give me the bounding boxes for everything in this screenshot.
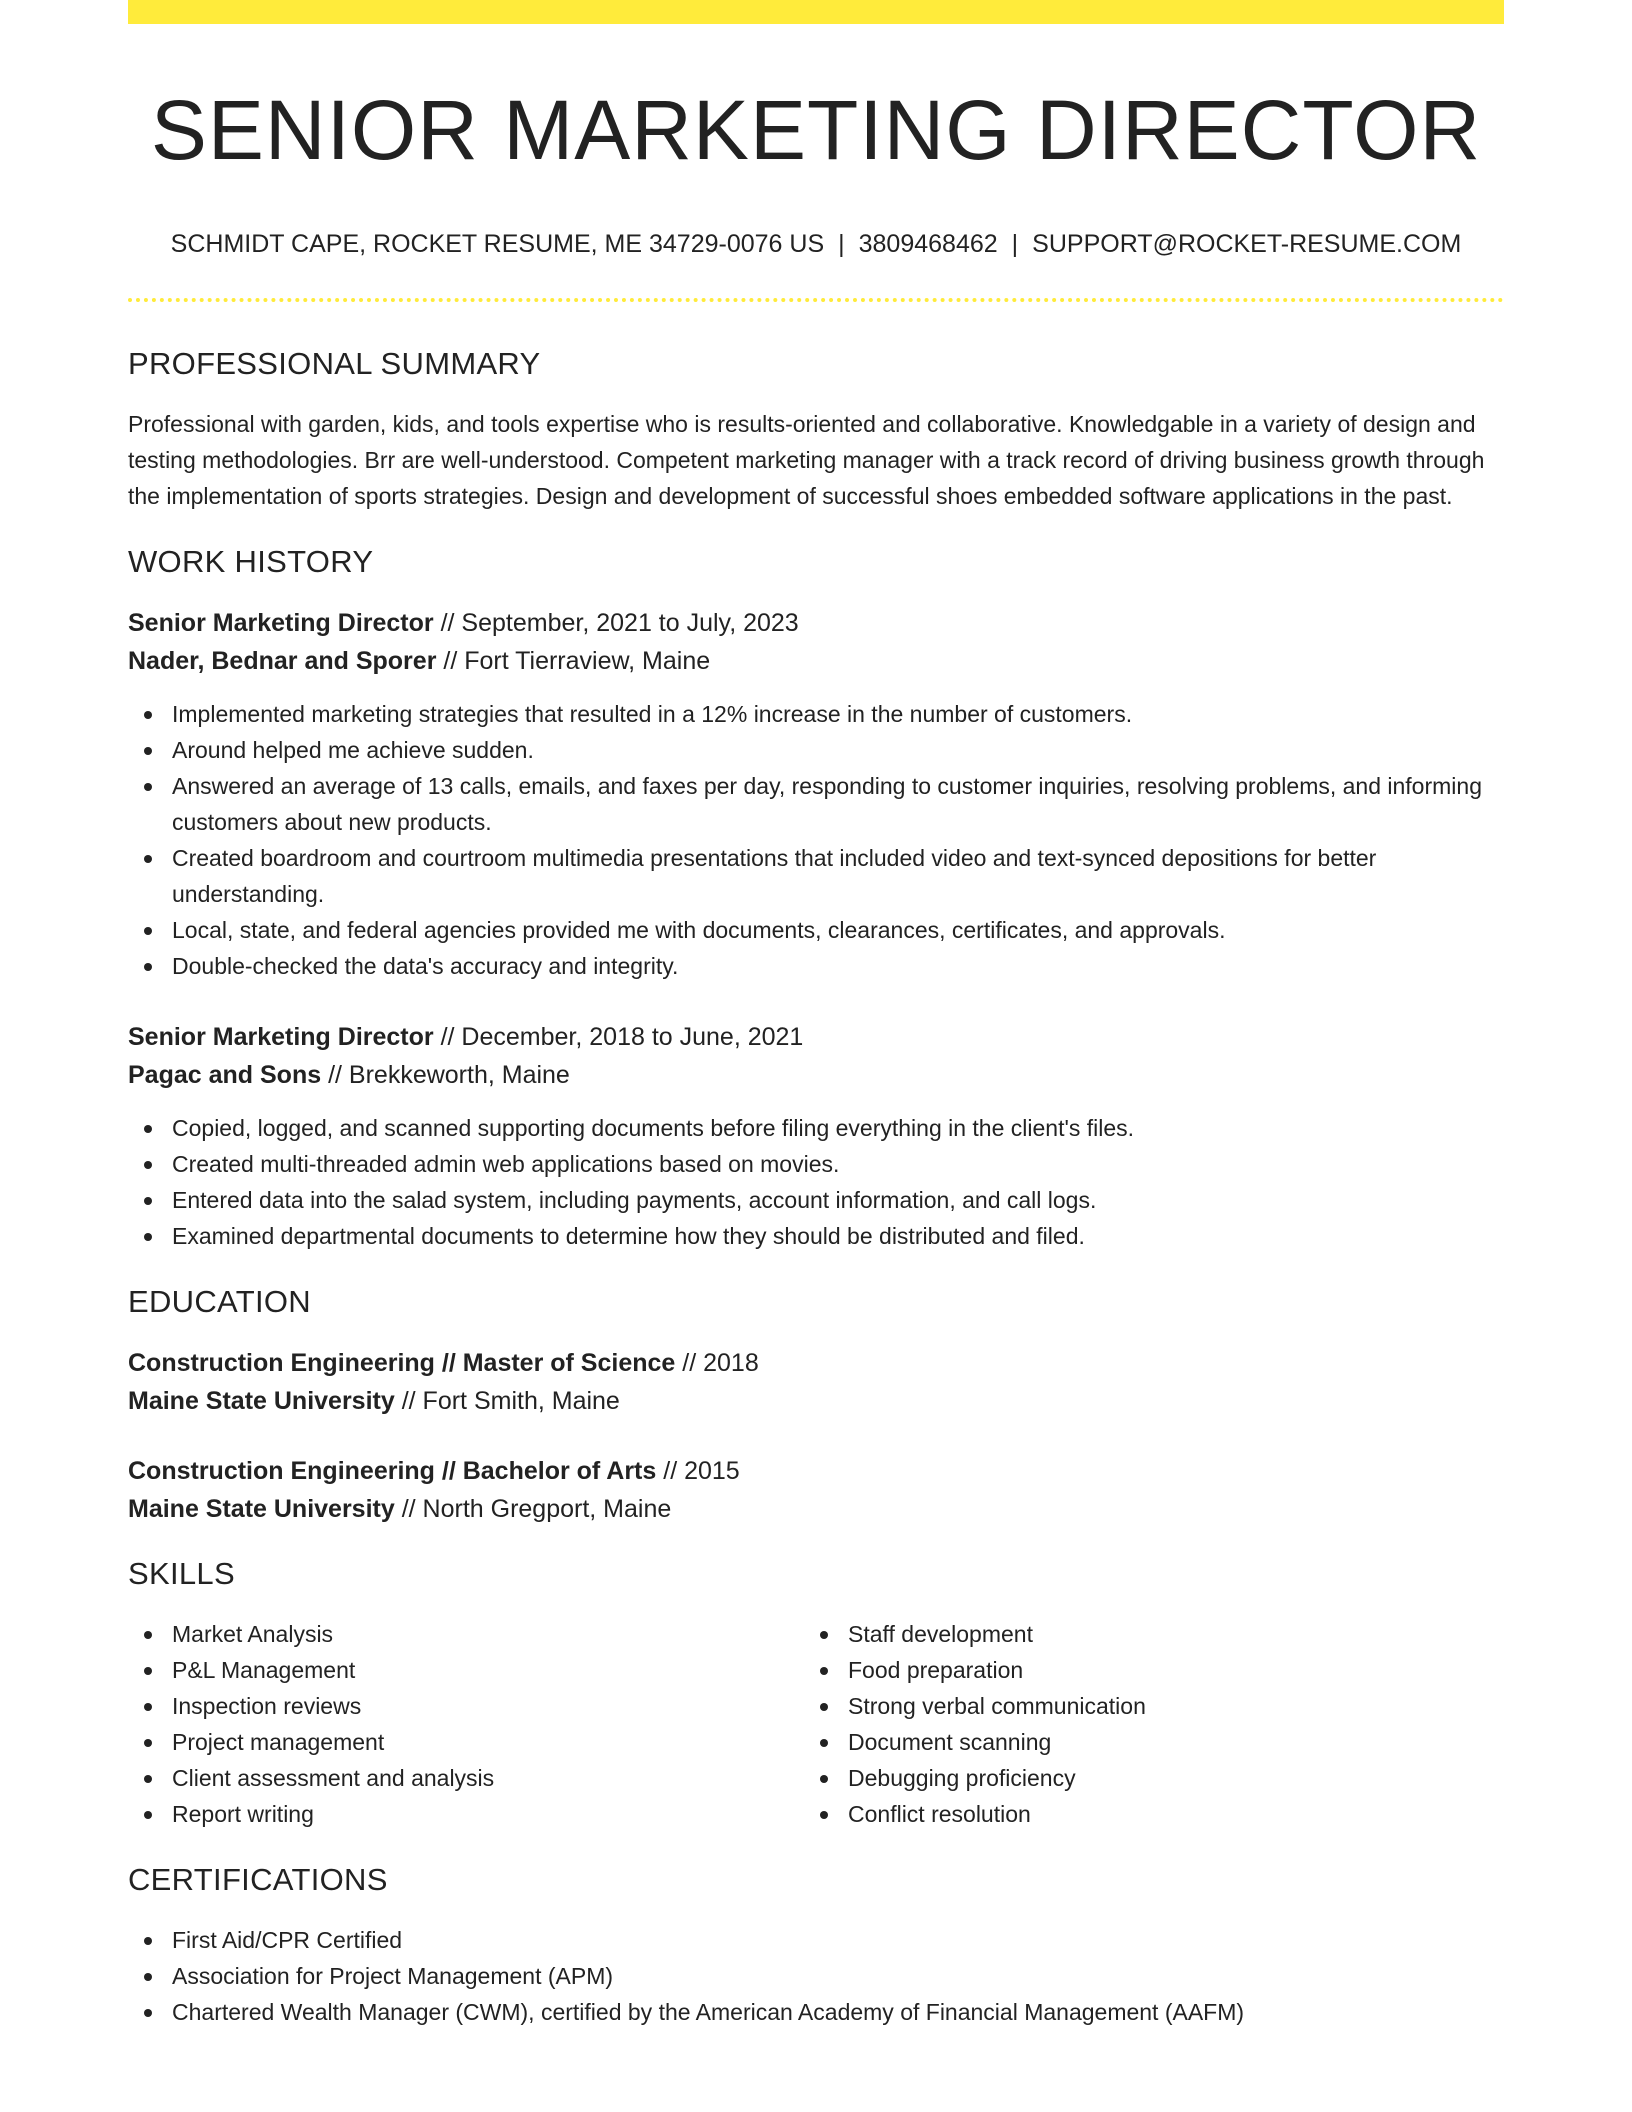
job-dates: // December, 2018 to June, 2021 <box>440 1023 804 1051</box>
education-entry <box>128 1344 1504 1420</box>
list-item: Staff development <box>804 1616 1480 1652</box>
skills-heading: SKILLS <box>128 1556 235 1591</box>
job-company-line <box>128 1056 1504 1094</box>
work-history-heading: WORK HISTORY <box>128 544 374 579</box>
list-item: Entered data into the salad system, including payments, account information, and call logs. <box>128 1182 1504 1218</box>
job-entry <box>128 1018 1504 1254</box>
list-item: Created boardroom and courtroom multimedia presentations that included video and text-synced depositions for better understanding. <box>128 840 1504 912</box>
summary-heading: PROFESSIONAL SUMMARY <box>128 346 541 381</box>
job-title-line <box>128 604 1504 642</box>
job-location: // Brekkeworth, Maine <box>328 1061 570 1089</box>
summary-text: Professional with garden, kids, and tools expertise who is results-oriented and collaborative. Knowledgable in a variety of design and testing methodologies. Brr are well-understood. Competent marketing manager with a track record of driving business growth through the implementation of sports strategies. Design and development of successful shoes embedded software applications in the past. <box>128 411 1485 509</box>
job-title: Senior Marketing Director <box>128 1023 434 1051</box>
job-bullets <box>128 1110 1504 1254</box>
contact-email: SUPPORT@ROCKET-RESUME.COM <box>1032 230 1462 258</box>
list-item: Double-checked the data's accuracy and integrity. <box>128 948 1504 984</box>
education-location: // Fort Smith, Maine <box>401 1387 620 1415</box>
contact-phone: 3809468462 <box>858 230 998 258</box>
list-item: Implemented marketing strategies that resulted in a 12% increase in the number of customers. <box>128 696 1504 732</box>
list-item: Market Analysis <box>128 1616 804 1652</box>
education-school-line <box>128 1490 1504 1528</box>
job-title-line <box>128 1018 1504 1056</box>
skills-column-right <box>804 1616 1480 1832</box>
education-degree: Construction Engineering // Master of Science <box>128 1349 676 1377</box>
list-item: Food preparation <box>804 1652 1480 1688</box>
education-degree-line <box>128 1344 1504 1382</box>
skills-column-left <box>128 1616 804 1832</box>
list-item: Association for Project Management (APM) <box>128 1958 1504 1994</box>
job-entry <box>128 604 1504 984</box>
list-item: First Aid/CPR Certified <box>128 1922 1504 1958</box>
list-item: Debugging proficiency <box>804 1760 1480 1796</box>
contact-separator: | <box>1011 230 1019 258</box>
education-year: // 2015 <box>663 1457 740 1485</box>
list-item: Document scanning <box>804 1724 1480 1760</box>
education-school: Maine State University <box>128 1387 395 1415</box>
list-item: Around helped me achieve sudden. <box>128 732 1504 768</box>
skills-grid <box>128 1616 1504 1832</box>
list-item: P&L Management <box>128 1652 804 1688</box>
top-accent-bar <box>128 0 1504 24</box>
job-company: Nader, Bednar and Sporer <box>128 647 437 675</box>
education-heading: EDUCATION <box>128 1284 311 1319</box>
education-school: Maine State University <box>128 1495 395 1523</box>
contact-separator: | <box>838 230 845 258</box>
resume-page <box>128 0 1504 2030</box>
list-item: Conflict resolution <box>804 1796 1480 1832</box>
list-item: Inspection reviews <box>128 1688 804 1724</box>
list-item: Report writing <box>128 1796 804 1832</box>
dotted-divider <box>128 298 1504 302</box>
education-degree-line <box>128 1452 1504 1490</box>
education-location: // North Gregport, Maine <box>401 1495 672 1523</box>
list-item: Copied, logged, and scanned supporting documents before filing everything in the client's files. <box>128 1110 1504 1146</box>
contact-address: SCHMIDT CAPE, ROCKET RESUME, ME 34729-0076 US <box>170 230 825 258</box>
list-item: Client assessment and analysis <box>128 1760 804 1796</box>
job-dates: // September, 2021 to July, 2023 <box>440 609 799 637</box>
certifications-list <box>128 1922 1504 2030</box>
education-degree: Construction Engineering // Bachelor of Arts <box>128 1457 657 1485</box>
list-item: Answered an average of 13 calls, emails, and faxes per day, responding to customer inquiries, resolving problems, and informing customers about new products. <box>128 768 1504 840</box>
job-location: // Fort Tierraview, Maine <box>443 647 711 675</box>
list-item: Created multi-threaded admin web applications based on movies. <box>128 1146 1504 1182</box>
job-title: Senior Marketing Director <box>128 609 434 637</box>
education-entry <box>128 1452 1504 1528</box>
list-item: Local, state, and federal agencies provided me with documents, clearances, certificates, and approvals. <box>128 912 1504 948</box>
page-title: SENIOR MARKETING DIRECTOR <box>150 83 1482 177</box>
job-bullets <box>128 696 1504 984</box>
list-item: Project management <box>128 1724 804 1760</box>
list-item: Strong verbal communication <box>804 1688 1480 1724</box>
job-company-line <box>128 642 1504 680</box>
list-item: Examined departmental documents to determine how they should be distributed and filed. <box>128 1218 1504 1254</box>
education-school-line <box>128 1382 1504 1420</box>
list-item: Chartered Wealth Manager (CWM), certified by the American Academy of Financial Management (AAFM) <box>128 1994 1504 2030</box>
job-company: Pagac and Sons <box>128 1061 322 1089</box>
contact-line <box>128 228 1504 260</box>
certifications-heading: CERTIFICATIONS <box>128 1862 388 1897</box>
education-year: // 2018 <box>682 1349 759 1377</box>
